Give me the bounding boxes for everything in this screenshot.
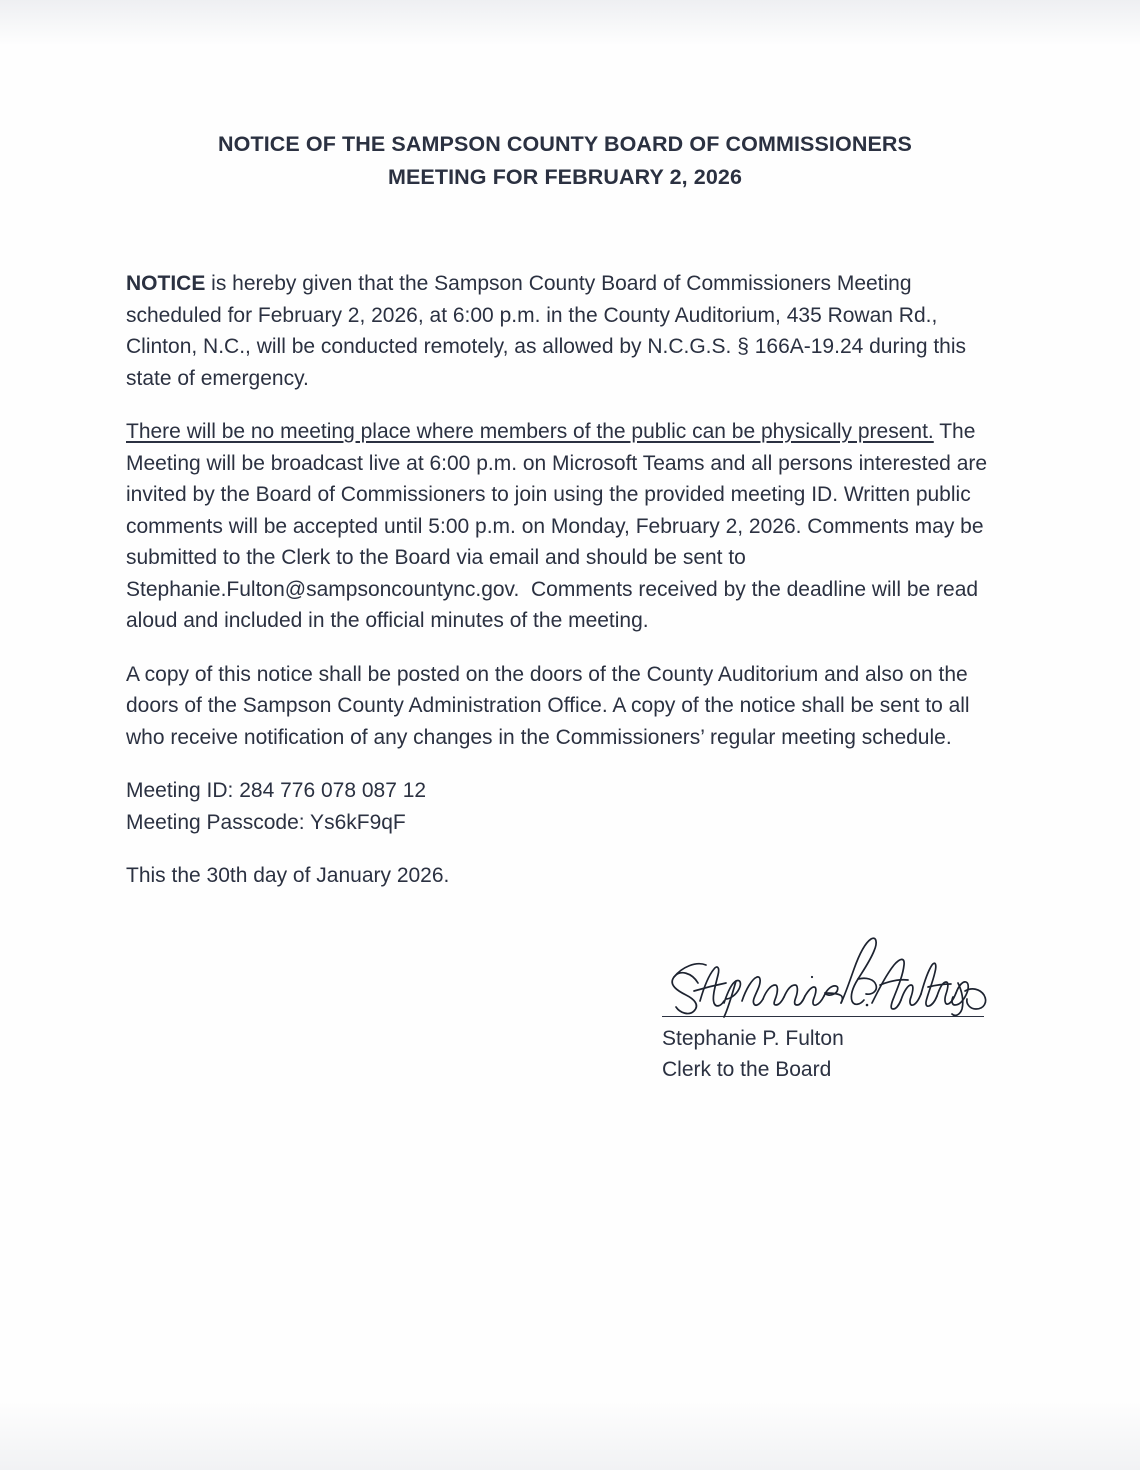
document-body [126,268,1004,892]
handwritten-signature-image [662,925,992,1020]
closing-date-line: This the 30th day of January 2026. [126,864,450,887]
paragraph-notice [126,268,1004,394]
page-title-line-1: NOTICE OF THE SAMPSON COUNTY BOARD OF COMMISSIONERS [218,132,912,156]
scan-edge-bottom [0,1400,1140,1470]
paragraph-remote-participation-text: The Meeting will be broadcast live at 6:00 p.m. on Microsoft Teams and all persons interested are invited by the Board of Commissioners to join using the provided meeting ID. Written public comments will be accepted until 5:00 p.m. on Monday, February 2, 2026. Comments may be submitted to the Clerk to the Board via email and should be sent to Stephanie.Fulton@sampsoncountync.gov. Comments received by the deadline will be read aloud and included in the official minutes of the meeting. [126,420,993,632]
paragraph-posting-requirements: A copy of this notice shall be posted on the doors of the County Auditorium and also on the doors of the Sampson County Administration Office. A copy of the notice shall be sent to all who receive notification of any changes in the Commissioners’ regular meeting schedule. [126,662,976,749]
paragraph-remote-participation [126,416,1004,637]
signature-block [662,925,1062,1085]
page-title [126,0,1004,194]
meeting-passcode-line: Meeting Passcode: Ys6kF9qF [126,810,406,834]
signatory-name: Stephanie P. Fulton [662,1027,844,1050]
notice-lead-word: NOTICE [126,272,206,295]
meeting-id-line: Meeting ID: 284 776 078 087 12 [126,779,427,802]
no-public-meeting-place-statement: There will be no meeting place where members of the public can be physically present. [126,420,934,443]
signature-line [662,1016,984,1017]
paragraph-notice-text: is hereby given that the Sampson County Board of Commissioners Meeting scheduled for February 2, 2026, at 6:00 p.m. in the County Auditorium, 435 Rowan Rd., Clinton, N.C., will be conducted remotely, as allowed by N.C.G.S. § 166A-19.24 during this state of emergency. [126,272,972,390]
document-content [126,0,1004,892]
meeting-access-details [126,775,1004,838]
signatory-title: Clerk to the Board [662,1058,832,1081]
page-title-line-2: MEETING FOR FEBRUARY 2, 2026 [387,165,743,189]
